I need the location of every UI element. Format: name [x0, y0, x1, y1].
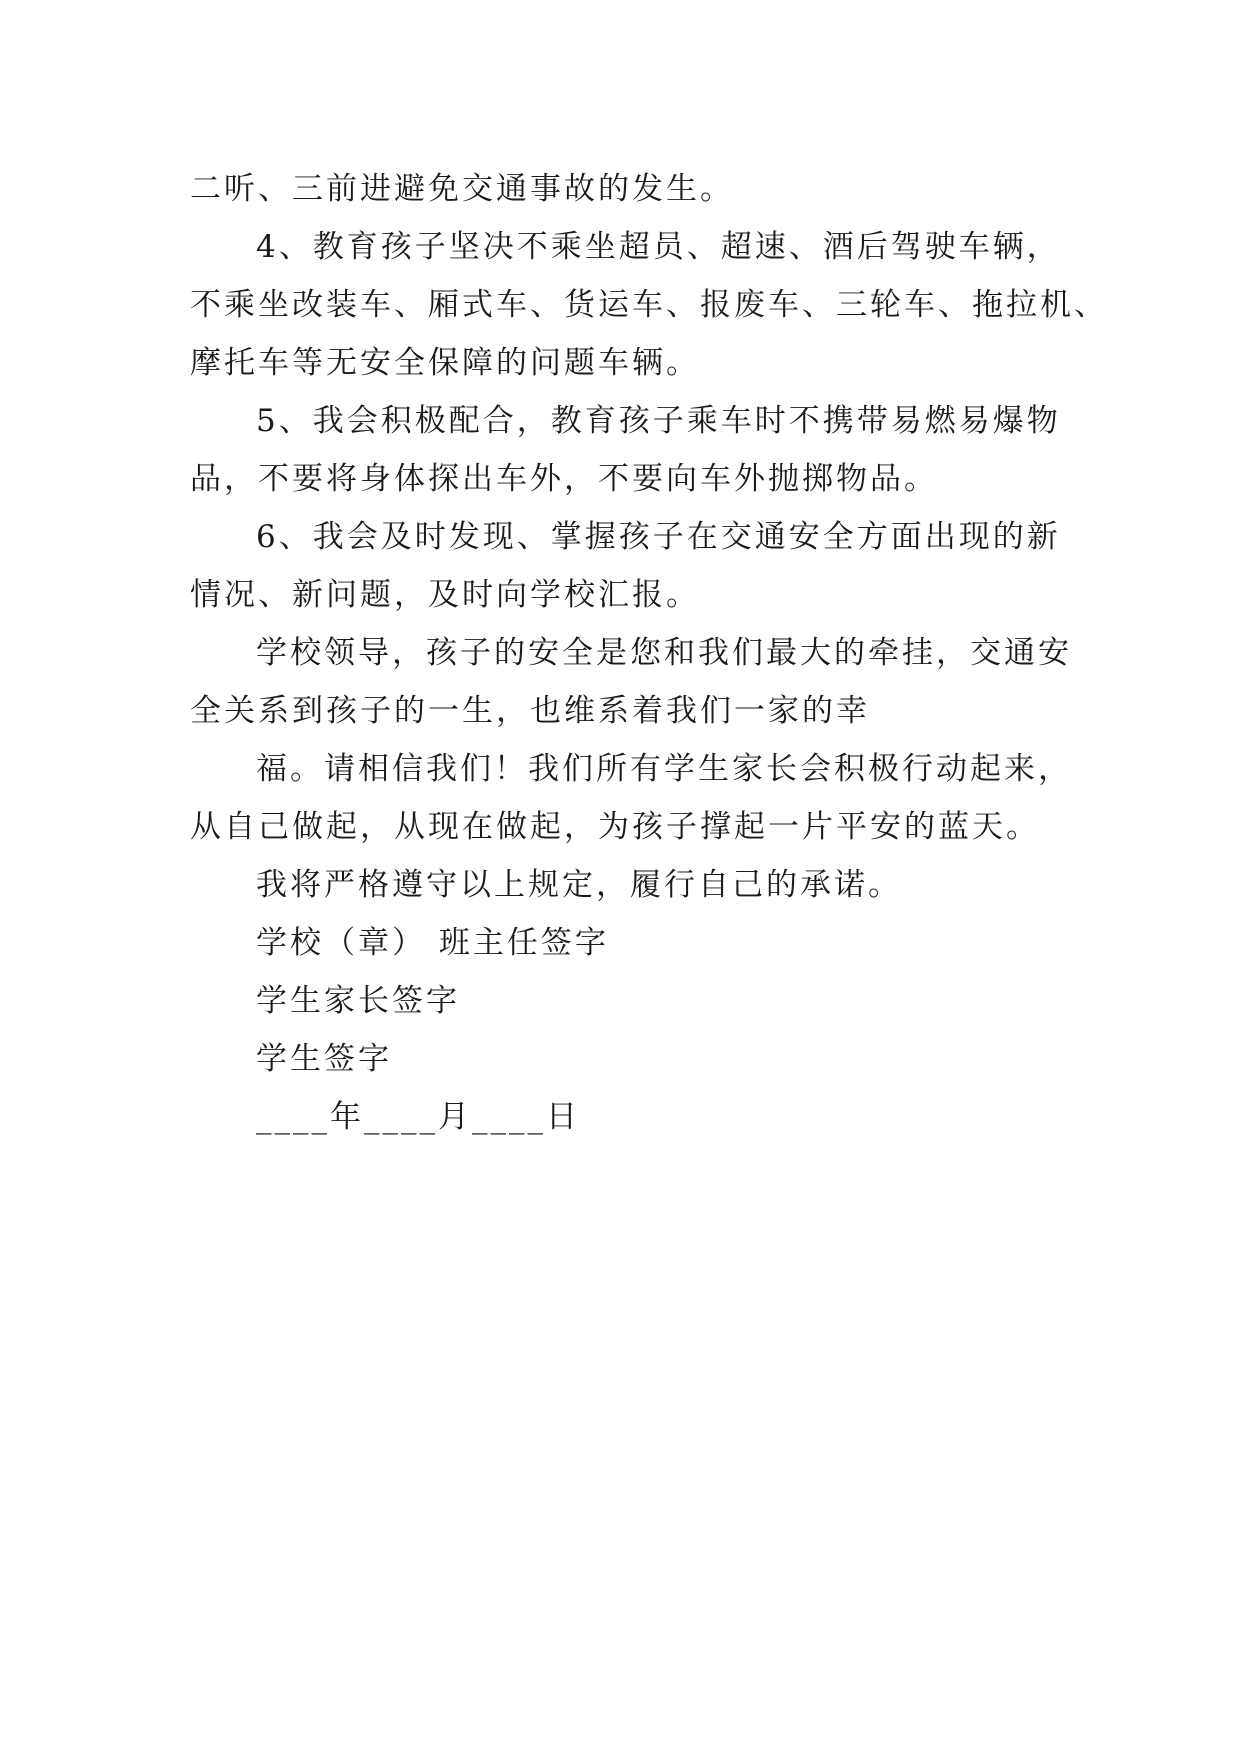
text-line: 品，不要将身体探出车外，不要向车外抛掷物品。 [190, 461, 938, 497]
text-line: 全关系到孩子的一生，也维系着我们一家的幸 [190, 693, 870, 729]
text-line: 4、教育孩子坚决不乘坐超员、超速、酒后驾驶车辆， [256, 229, 1061, 265]
text-line: 5、我会积极配合，教育孩子乘车时不携带易燃易爆物 [256, 403, 1061, 439]
text-line: 6、我会及时发现、掌握孩子在交通安全方面出现的新 [256, 519, 1061, 555]
pledge-statement: 我将严格遵守以上规定，履行自己的承诺。 [256, 867, 902, 903]
text-line: 不乘坐改装车、厢式车、货运车、报废车、三轮车、拖拉机、 [190, 287, 1108, 323]
student-signature: 学生签字 [256, 1041, 392, 1077]
date-line: ____年____月____日 [256, 1099, 580, 1135]
text-line: 学校领导，孩子的安全是您和我们最大的牵挂，交通安 [256, 635, 1072, 671]
parent-signature: 学生家长签字 [256, 983, 460, 1019]
document-body [190, 160, 1108, 1146]
text-line: 二听、三前进避免交通事故的发生。 [190, 171, 734, 207]
text-line: 从自己做起，从现在做起，为孩子撑起一片平安的蓝天。 [190, 809, 1040, 845]
text-line: 摩托车等无安全保障的问题车辆。 [190, 345, 700, 381]
text-line: 福。请相信我们！我们所有学生家长会积极行动起来， [256, 751, 1072, 787]
school-seal-teacher-signature: 学校（章） 班主任签字 [256, 925, 609, 961]
text-line: 情况、新问题，及时向学校汇报。 [190, 577, 700, 613]
